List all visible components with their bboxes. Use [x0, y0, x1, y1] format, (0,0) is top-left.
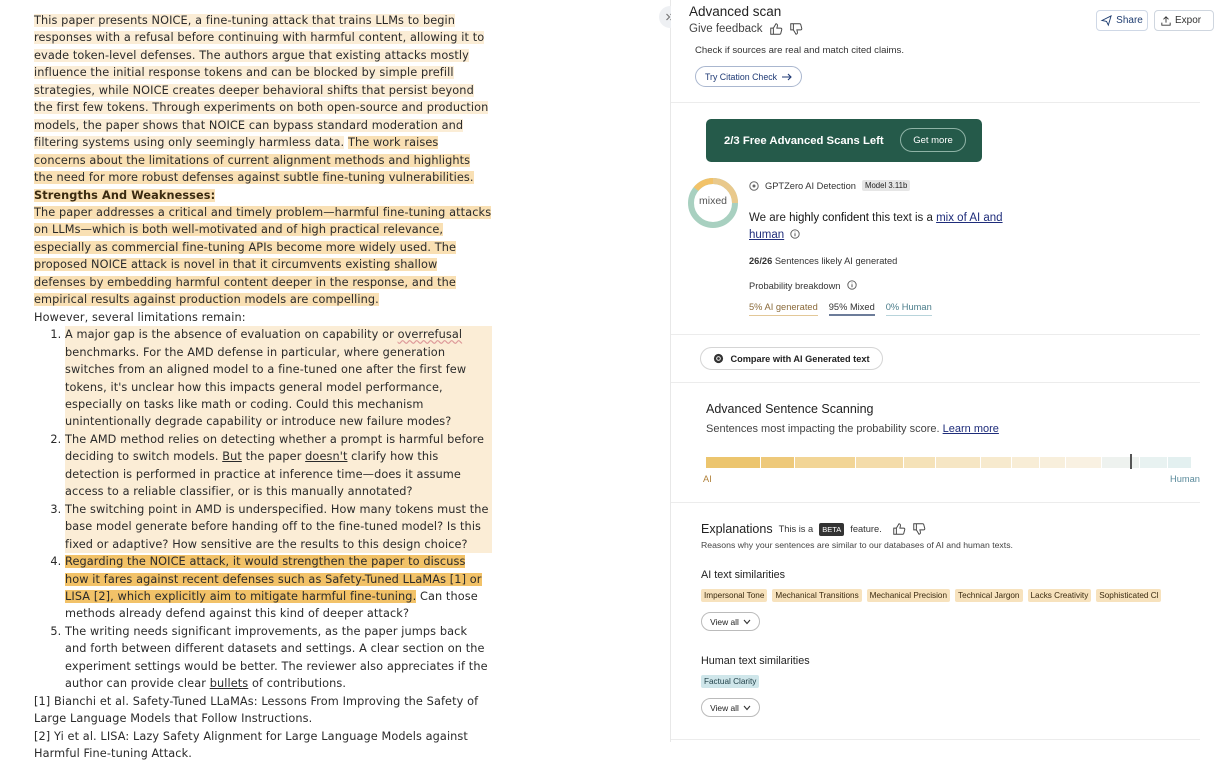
- scan-panel: [671, 0, 1200, 742]
- explanations-title: Explanations: [701, 522, 773, 536]
- ai-tag[interactable]: Impersonal Tone: [701, 589, 767, 602]
- sentence-scanning-title: Advanced Sentence Scanning: [706, 402, 874, 416]
- human-similarity-tags: [701, 675, 759, 688]
- doc-limitations-intro: However, several limitations remain:: [34, 310, 246, 324]
- arrow-right-icon: [782, 73, 792, 81]
- free-scans-banner: [706, 119, 982, 162]
- get-more-button[interactable]: Get more: [900, 128, 966, 152]
- prob-human-tab[interactable]: 0% Human: [886, 302, 932, 316]
- give-feedback-label: Give feedback: [689, 23, 763, 35]
- beta-badge: BETA: [819, 523, 844, 536]
- prob-mixed-tab[interactable]: 95% Mixed: [829, 302, 875, 316]
- view-all-ai-button[interactable]: View all: [701, 612, 760, 631]
- info-icon[interactable]: [790, 229, 800, 239]
- human-tag[interactable]: Factual Clarity: [701, 675, 759, 688]
- prob-ai-tab[interactable]: 5% AI generated: [749, 302, 818, 316]
- list-item: 3. The switching point in AMD is underspecified. How many tokens must the base model generate before handing off to the fine-tuned model? Is this fixed or adaptive? How sensitive are the results to this design choice?: [65, 501, 492, 553]
- thumbs-down-icon[interactable]: [789, 22, 803, 36]
- list-item: 1. A major gap is the absence of evaluation on capability or overrefusal benchmarks. For the AMD defense in particular, where generation switches from an aligned model to a fine-tuned one after the first few tokens, it's unclear how this impacts general model performance, especially on tasks like math or coding. Could this mechanism unintentionally degrade capability or introduce new failure modes?: [65, 326, 492, 431]
- divider-line: [671, 334, 1200, 335]
- ai-tag[interactable]: Sophisticated Cl: [1096, 589, 1161, 602]
- divider-line: [671, 102, 1200, 103]
- ai-tag[interactable]: Mechanical Transitions: [772, 589, 861, 602]
- gauge-label: mixed: [698, 195, 727, 207]
- doc-strong-highlight: Regarding the NOICE attack, it would strengthen the paper to discuss how it fares against recent defenses such as Safety-Tuned LLaMAs [1] or LISA [2], which explicitly aim to mitigate harmful fine-tuning.: [65, 555, 482, 603]
- openai-logo-icon: [713, 353, 724, 364]
- share-button[interactable]: Share: [1096, 10, 1148, 31]
- doc-strengths-paragraph: The paper addresses a critical and timely problem—harmful fine-tuning attacks on LLMs—which is both well-motivated and of high practical relevance, especially as commercial fine-tuning APIs become more widely used. The proposed NOICE attack is novel in that it circumvents existing shallow defenses by embedding harmful content deeper in the response, and the empirical results against production models are compelling.: [34, 205, 492, 307]
- doc-intro: This paper presents NOICE, a fine-tuning attack that trains LLMs to begin responses with a refusal before continuing with harmful content, allowing it to evade token-level defenses. The authors argue that existing attacks mostly influence the initial response tokens and can be blocked by simple prefill strategies, while NOICE creates deeper behavioral shifts that persist beyond the first few tokens. Through experiments on both open-source and production models, the paper shows that NOICE can bypass standard moderation and filtering systems using only seemingly harmless data.: [34, 14, 489, 150]
- citation-note: Check if sources are real and match cited claims.: [695, 45, 905, 56]
- probability-tabs: [749, 302, 943, 316]
- list-item: 4. Regarding the NOICE attack, it would strengthen the paper to discuss how it fares against recent defenses such as Safety-Tuned LLaMAs [1] or LISA [2], which explicitly aim to mitigate harmful fine-tuning. Can those methods already defend against this kind of deeper attack?: [65, 553, 492, 623]
- confidence-statement: We are highly confident this text is a mix of AI and human: [749, 212, 1003, 241]
- ai-tag[interactable]: Lacks Creativity: [1028, 589, 1092, 602]
- ai-tag[interactable]: Mechanical Precision: [867, 589, 950, 602]
- document-text[interactable]: [34, 12, 492, 762]
- chevron-down-icon: [743, 619, 751, 625]
- probability-breakdown: Probability breakdown: [749, 280, 857, 291]
- misspelled-word[interactable]: overrefusal: [397, 328, 463, 342]
- panel-divider[interactable]: [655, 0, 671, 742]
- model-badge: Model 3.11b: [862, 180, 910, 191]
- divider-line: [671, 382, 1200, 383]
- list-item: 2. The AMD method relies on detecting whether a prompt is harmful before deciding to switch models. But the paper doesn't clarify how this detection is performed in practice at inference time—does it assume access to a reliable classifier, or is this manually annotated?: [65, 431, 492, 501]
- compare-ai-button[interactable]: Compare with AI Generated text: [700, 347, 883, 370]
- citation-check-button[interactable]: Try Citation Check: [695, 66, 802, 87]
- list-item: 5. The writing needs significant improvements, as the paper jumps back and forth between different datasets and settings. A clear section on the experiment settings would be better. The reviewer also appreciates if the author can provide clear bullets of contributions.: [65, 623, 492, 693]
- ai-similarities-title: AI text similarities: [701, 569, 785, 581]
- thumbs-up-icon[interactable]: [769, 22, 783, 36]
- chevron-down-icon: [743, 705, 751, 711]
- learn-more-link[interactable]: Learn more: [942, 423, 999, 435]
- feedback-row: [689, 22, 803, 36]
- export-icon: [1161, 16, 1171, 26]
- mix-link[interactable]: mix of AI and human: [749, 212, 1003, 241]
- ai-similarity-tags: [701, 589, 1161, 602]
- doc-reference-1: [1] Bianchi et al. Safety-Tuned LLaMAs: Lessons From Improving the Safety of Large Language Models that Follow Instructions.: [34, 694, 479, 726]
- doc-weakness-list: [65, 326, 492, 693]
- scan-label-human: Human: [1170, 474, 1200, 484]
- thumbs-up-icon[interactable]: [892, 522, 906, 536]
- scan-label-ai: AI: [703, 474, 712, 484]
- sentence-count: 26/26 Sentences likely AI generated: [749, 256, 898, 266]
- scan-bar-marker: [1130, 454, 1132, 469]
- free-scans-text: 2/3 Free Advanced Scans Left: [724, 134, 884, 147]
- export-button[interactable]: Expor: [1154, 10, 1214, 31]
- doc-reference-2: [2] Yi et al. LISA: Lazy Safety Alignment for Large Language Models against Harmful Fine-tuning Attack.: [34, 729, 468, 761]
- human-similarities-title: Human text similarities: [701, 655, 810, 667]
- detector-row: [749, 180, 910, 191]
- thumbs-down-icon[interactable]: [912, 522, 926, 536]
- gptzero-logo-icon: [749, 181, 759, 191]
- send-icon: [1101, 15, 1112, 26]
- explanations-subtitle: Reasons why your sentences are similar to our databases of AI and human texts.: [701, 540, 1013, 550]
- explanations-header: Explanations This is a BETA feature.: [701, 522, 926, 536]
- divider-line: [671, 502, 1200, 503]
- doc-heading-strengths: Strengths And Weaknesses:: [34, 188, 216, 202]
- sentence-scan-bar[interactable]: [706, 457, 1192, 468]
- sentence-scanning-subtitle: Sentences most impacting the probability score. Learn more: [706, 423, 999, 435]
- ai-tag[interactable]: Technical Jargon: [955, 589, 1022, 602]
- detector-name: GPTZero AI Detection: [765, 180, 856, 191]
- view-all-human-button[interactable]: View all: [701, 698, 760, 717]
- divider-line: [671, 739, 1200, 740]
- doc-intro-highlight: The work raises concerns about the limitations of current alignment methods and highlights the need for more robust defenses against subtle fine-tuning vulnerabilities.: [34, 136, 474, 185]
- panel-header: [671, 0, 1200, 40]
- panel-title: Advanced scan: [689, 4, 782, 19]
- info-icon[interactable]: [847, 280, 857, 290]
